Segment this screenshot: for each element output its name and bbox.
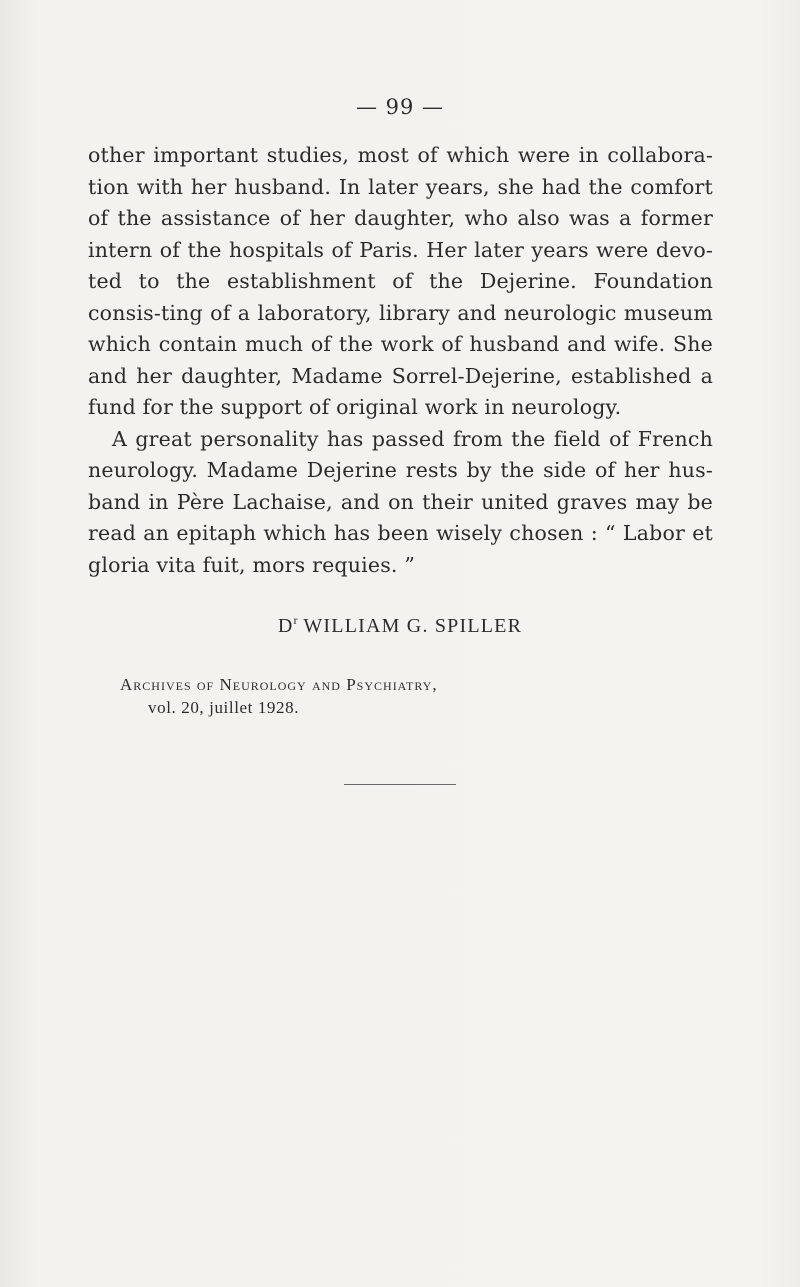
source-journal: Archives of Neurology and Psychiatry,	[120, 675, 438, 694]
paragraph-continued: other important studies, most of which were in collabora-tion with her husband. In later years, she had the comfort of the assistance of her daughter, who also was a former intern of the hospitals of Paris. Her later years were devo-ted to the establishment of the Dejerine. Foundation consis-ting of a laboratory, library and neurologic museum which contain much of the work of husband and wife. She and her daughter, Madame Sorrel-Dejerine, established a fund for the support of original work in neurology.	[88, 143, 713, 419]
page-number: — 99 —	[355, 95, 445, 119]
source-volume: vol. 20, juillet 1928.	[148, 698, 300, 717]
author-title-superscript: r	[293, 613, 298, 627]
source-citation	[120, 673, 438, 719]
paragraph-epitaph: A great personality has passed from the field of French neurology. Madame Dejerine rests by the side of her hus-band in Père Lachaise, and on their united graves may be read an epitaph which has been wisely chosen : “ Labor et gloria vita fuit, mors requies. ”	[88, 426, 713, 577]
author-signature	[0, 613, 800, 638]
closing-rule	[344, 784, 456, 785]
article-body	[88, 140, 713, 581]
author-title: D	[277, 615, 294, 637]
author-name: WILLIAM G. SPILLER	[303, 615, 523, 637]
